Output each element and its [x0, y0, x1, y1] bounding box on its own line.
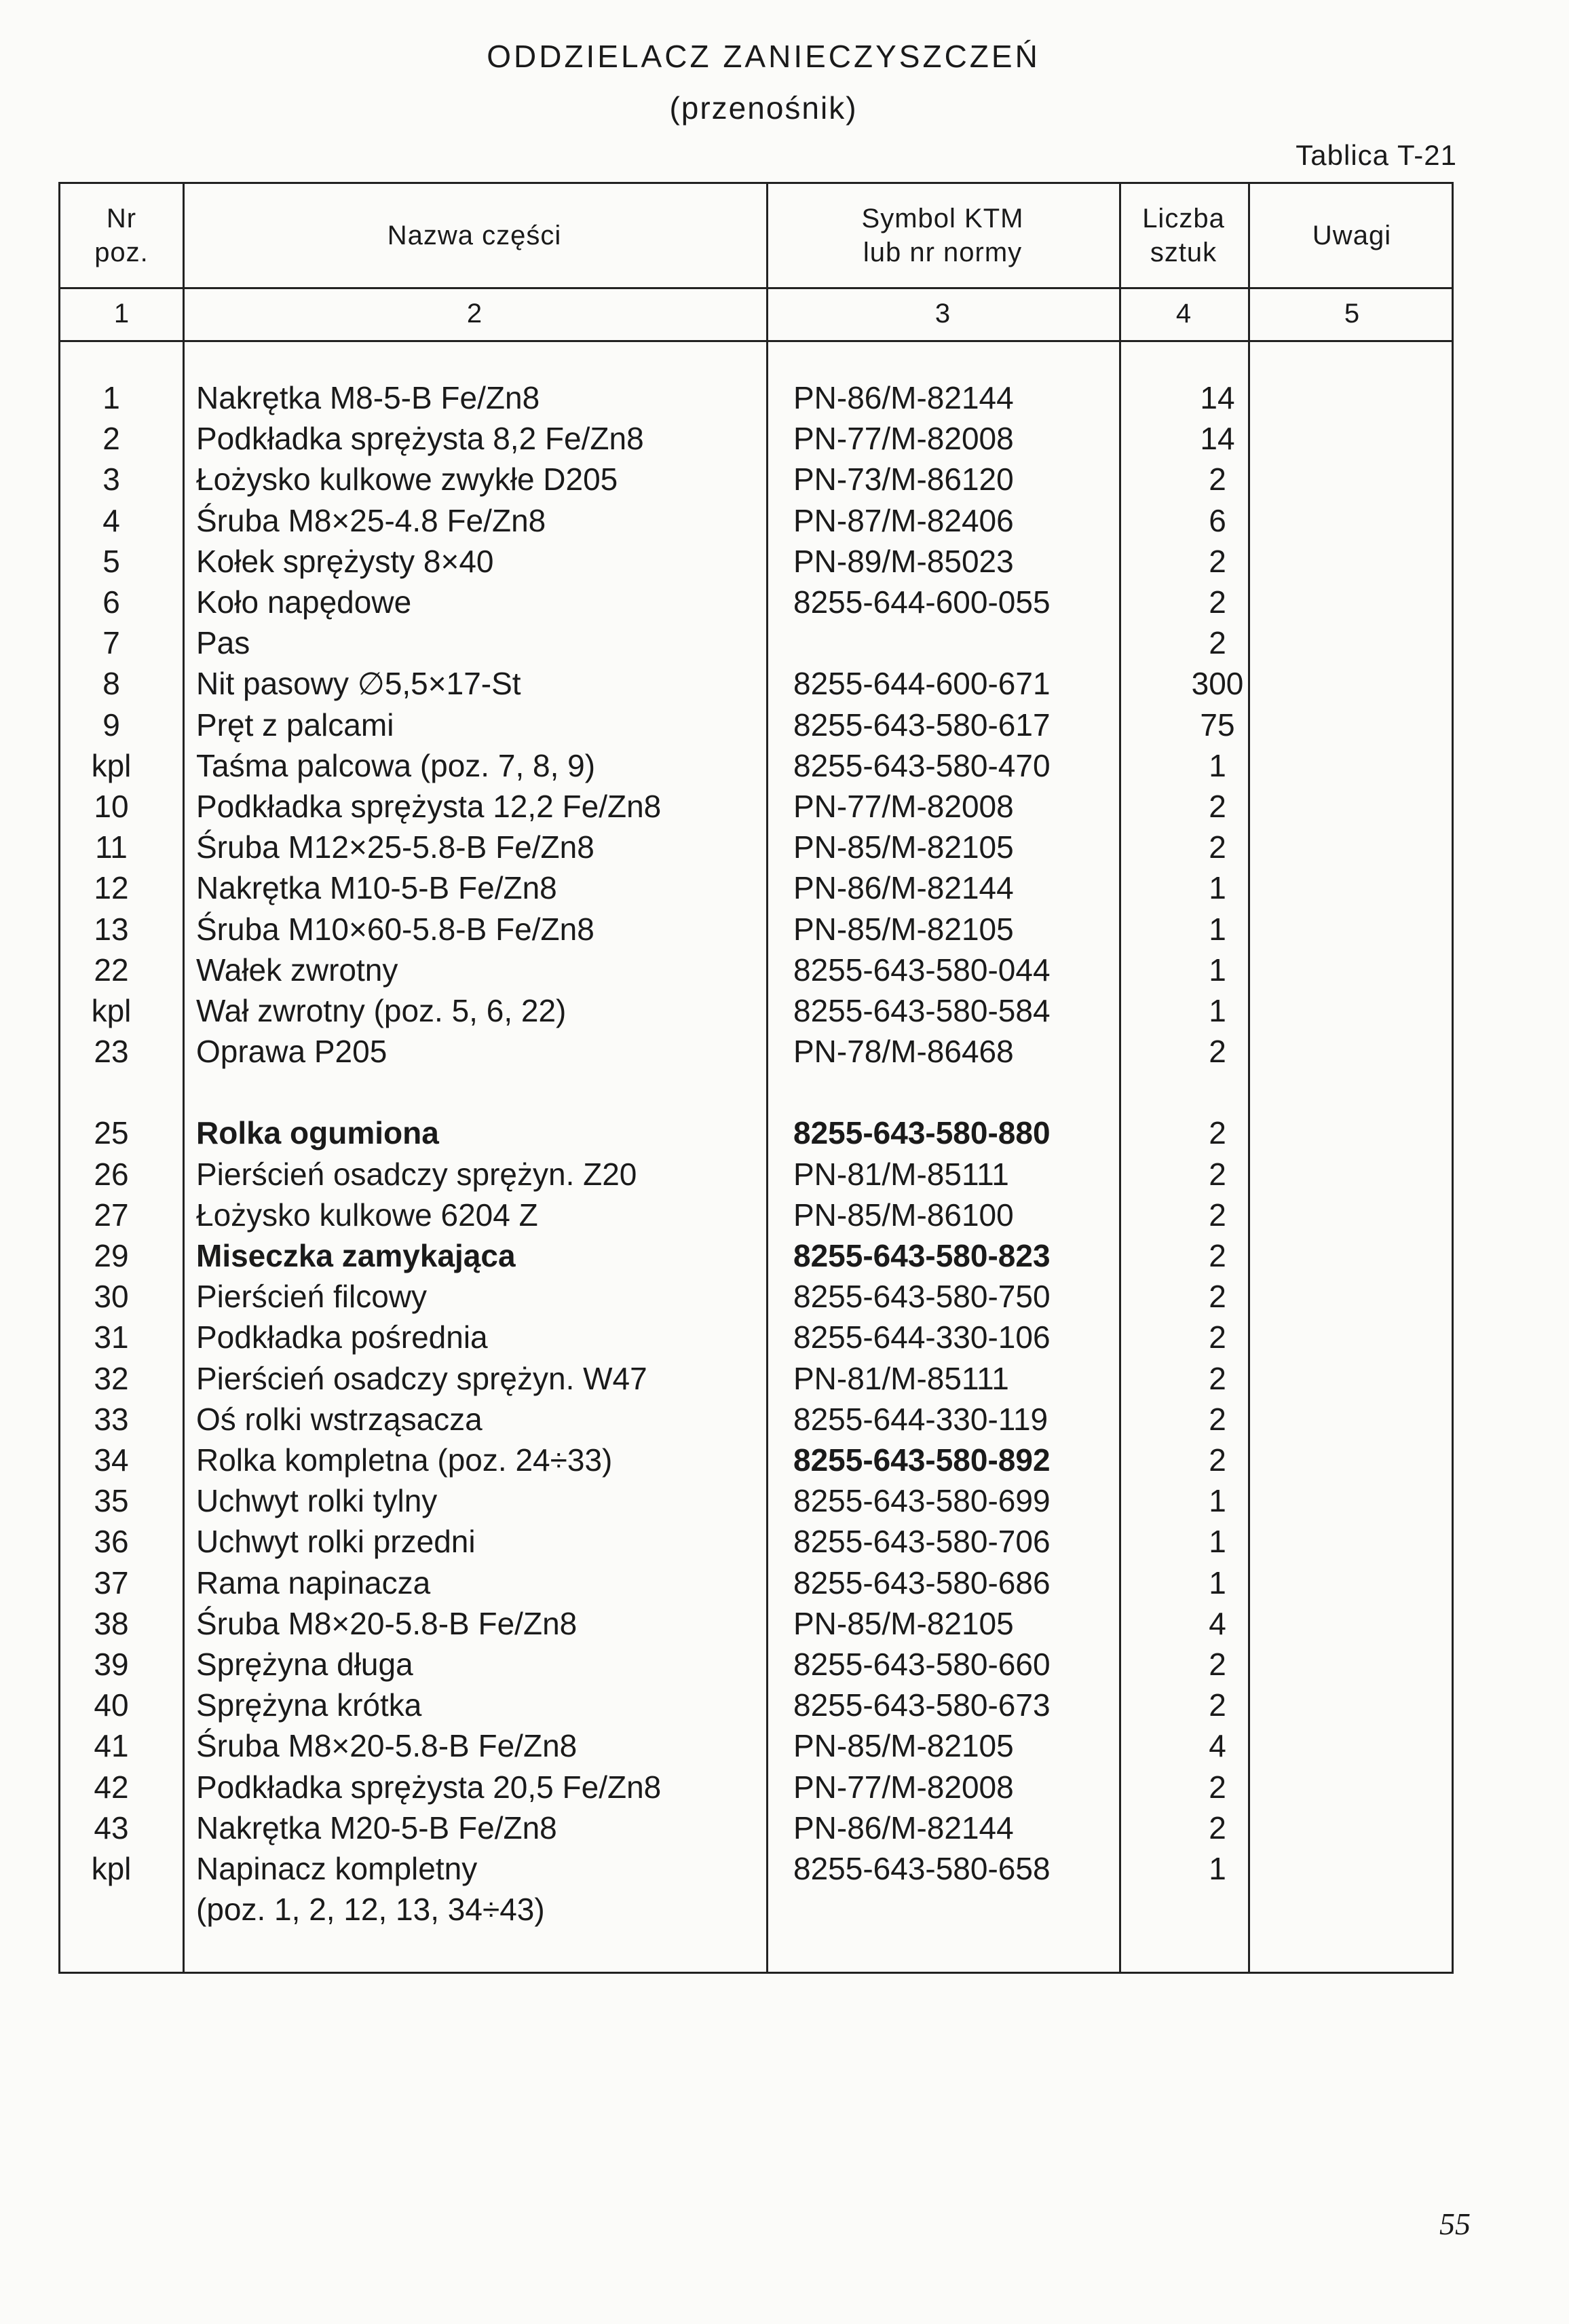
part-name: Taśma palcowa (poz. 7, 8, 9) — [196, 747, 596, 783]
part-symbol: 8255-643-580-584 — [793, 993, 1051, 1028]
part-quantity: 1 — [1209, 952, 1226, 988]
part-quantity: 2 — [1209, 1442, 1226, 1478]
table-row — [60, 1480, 1452, 1521]
table-row — [60, 786, 1452, 827]
part-name: Nakrętka M8-5-B Fe/Zn8 — [196, 380, 540, 415]
table-row — [60, 950, 1452, 990]
part-name: Nakrętka M10-5-B Fe/Zn8 — [196, 870, 557, 906]
part-quantity: 2 — [1209, 1115, 1226, 1151]
part-symbol: PN-81/M-85111 — [793, 1360, 1009, 1396]
table-row — [60, 1276, 1452, 1317]
part-quantity: 1 — [1209, 1524, 1226, 1560]
part-symbol: 8255-643-580-686 — [793, 1564, 1051, 1600]
part-symbol: PN-85/M-82105 — [793, 1728, 1014, 1764]
part-quantity: 2 — [1209, 625, 1226, 661]
part-symbol: 8255-643-580-823 — [793, 1238, 1051, 1273]
row-number: 8 — [102, 666, 120, 702]
row-number: 35 — [94, 1483, 129, 1519]
table-row — [60, 1521, 1452, 1562]
table-row — [60, 1112, 1452, 1153]
part-symbol: PN-85/M-82105 — [793, 1605, 1014, 1641]
table-row — [60, 1644, 1452, 1685]
part-name: Miseczka zamykająca — [196, 1238, 516, 1273]
column-number-2: 2 — [466, 298, 483, 329]
part-name: Nit pasowy ∅5,5×17-St — [196, 666, 521, 702]
part-name: Wał zwrotny (poz. 5, 6, 22) — [196, 993, 567, 1028]
part-name: Rolka kompletna (poz. 24÷33) — [196, 1442, 613, 1478]
part-symbol: 8255-643-580-880 — [793, 1115, 1051, 1151]
row-number: 32 — [94, 1360, 129, 1396]
part-name: Nakrętka M20-5-B Fe/Zn8 — [196, 1810, 557, 1845]
part-name: Podkładka pośrednia — [196, 1319, 488, 1355]
row-number: 23 — [94, 1034, 129, 1070]
row-number: 40 — [94, 1687, 129, 1723]
parts-table — [58, 182, 1454, 1974]
part-symbol: PN-73/M-86120 — [793, 462, 1014, 498]
table-row — [60, 1154, 1452, 1195]
table-row — [60, 1031, 1452, 1072]
row-number: 33 — [94, 1401, 129, 1437]
table-row — [60, 705, 1452, 745]
part-quantity: 75 — [1200, 707, 1235, 743]
part-quantity: 2 — [1209, 1647, 1226, 1682]
table-row — [60, 1440, 1452, 1480]
part-name: Sprężyna długa — [196, 1647, 413, 1682]
part-name: Kołek sprężysty 8×40 — [196, 543, 494, 579]
row-number: kpl — [91, 747, 132, 783]
table-row — [60, 1603, 1452, 1644]
part-symbol: PN-77/M-82008 — [793, 421, 1014, 457]
part-name: Śruba M8×25-4.8 Fe/Zn8 — [196, 502, 546, 538]
part-name: Podkładka sprężysta 20,5 Fe/Zn8 — [196, 1769, 662, 1805]
header-name: Nazwa części — [387, 221, 562, 250]
part-quantity: 6 — [1209, 502, 1226, 538]
part-symbol: PN-78/M-86468 — [793, 1034, 1014, 1070]
part-name: Podkładka sprężysta 8,2 Fe/Zn8 — [196, 421, 644, 457]
header-nr-line2: poz. — [94, 238, 149, 267]
document-title: ODDZIELACZ ZANIECZYSZCZEŃ — [487, 39, 1040, 74]
part-symbol: 8255-643-580-673 — [793, 1687, 1051, 1723]
row-number: 43 — [94, 1810, 129, 1845]
row-number: 11 — [95, 829, 128, 865]
part-quantity: 2 — [1209, 1197, 1226, 1233]
part-quantity: 1 — [1209, 911, 1226, 947]
table-row — [60, 909, 1452, 950]
part-quantity: 2 — [1209, 789, 1226, 824]
part-symbol: PN-86/M-82144 — [793, 870, 1014, 906]
part-symbol: PN-85/M-82105 — [793, 911, 1014, 947]
part-name: (poz. 1, 2, 12, 13, 34÷43) — [196, 1892, 545, 1928]
part-name: Śruba M8×20-5.8-B Fe/Zn8 — [196, 1605, 578, 1641]
table-row — [60, 541, 1452, 582]
part-symbol: 8255-643-580-044 — [793, 952, 1051, 988]
table-row — [60, 1562, 1452, 1603]
part-quantity: 2 — [1209, 462, 1226, 498]
row-number: 37 — [94, 1564, 129, 1600]
part-symbol: PN-87/M-82406 — [793, 502, 1014, 538]
row-number: 9 — [102, 707, 120, 743]
part-quantity: 4 — [1209, 1728, 1226, 1764]
part-name: Wałek zwrotny — [196, 952, 398, 988]
part-quantity: 2 — [1209, 1319, 1226, 1355]
row-number: 13 — [94, 911, 129, 947]
part-name: Śruba M10×60-5.8-B Fe/Zn8 — [196, 911, 594, 947]
part-symbol: PN-85/M-86100 — [793, 1197, 1014, 1233]
row-number: 1 — [102, 380, 120, 415]
part-symbol: 8255-644-330-106 — [793, 1319, 1051, 1355]
part-symbol: 8255-643-580-470 — [793, 747, 1051, 783]
part-quantity: 1 — [1209, 747, 1226, 783]
column-number-5: 5 — [1344, 298, 1360, 329]
part-name: Uchwyt rolki tylny — [196, 1483, 438, 1519]
table-row — [60, 500, 1452, 541]
row-number: 3 — [102, 462, 120, 498]
table-row — [60, 827, 1452, 867]
table-row — [60, 622, 1452, 663]
row-number: 31 — [94, 1319, 129, 1355]
part-name: Koło napędowe — [196, 584, 412, 620]
row-number: 10 — [94, 789, 129, 824]
row-number: 42 — [94, 1769, 129, 1805]
table-body — [60, 184, 1452, 1972]
table-row — [60, 1399, 1452, 1440]
row-number: kpl — [91, 993, 132, 1028]
table-row — [60, 1807, 1452, 1848]
part-quantity: 14 — [1200, 380, 1235, 415]
row-number: 22 — [94, 952, 129, 988]
part-quantity: 1 — [1209, 870, 1226, 906]
table-row — [60, 745, 1452, 786]
part-quantity: 1 — [1209, 1483, 1226, 1519]
part-name: Rama napinacza — [196, 1564, 431, 1600]
row-number — [60, 1889, 162, 1930]
part-quantity: 2 — [1209, 1156, 1226, 1192]
part-name: Śruba M8×20-5.8-B Fe/Zn8 — [196, 1728, 578, 1764]
row-number: 5 — [102, 543, 120, 579]
table-row — [60, 990, 1452, 1031]
part-quantity: 1 — [1209, 1851, 1226, 1886]
row-number: 7 — [102, 625, 120, 661]
part-name: Rolka ogumiona — [196, 1115, 439, 1151]
row-number: 2 — [102, 421, 120, 457]
part-quantity: 300 — [1191, 666, 1244, 702]
part-quantity — [1160, 1889, 1275, 1930]
row-number: 12 — [94, 870, 129, 906]
part-symbol: 8255-643-580-617 — [793, 707, 1051, 743]
row-number: 29 — [94, 1238, 129, 1273]
part-symbol: PN-85/M-82105 — [793, 829, 1014, 865]
part-name: Pas — [196, 625, 250, 661]
part-name: Oś rolki wstrząsacza — [196, 1401, 483, 1437]
table-row — [60, 1725, 1452, 1766]
part-symbol: 8255-643-580-699 — [793, 1483, 1051, 1519]
column-number-4: 4 — [1175, 298, 1192, 329]
document-subtitle: (przenośnik) — [669, 90, 858, 126]
row-number: kpl — [91, 1851, 132, 1886]
table-row — [60, 1195, 1452, 1235]
table-row — [60, 418, 1452, 459]
part-name: Łożysko kulkowe 6204 Z — [196, 1197, 538, 1233]
table-row — [60, 1235, 1452, 1276]
table-row — [60, 1358, 1452, 1399]
part-symbol: 8255-644-330-119 — [793, 1401, 1048, 1437]
part-name: Podkładka sprężysta 12,2 Fe/Zn8 — [196, 789, 662, 824]
table-row — [60, 1317, 1452, 1357]
table-row — [60, 459, 1452, 500]
column-number-3: 3 — [934, 298, 951, 329]
table-row — [60, 1889, 1452, 1930]
part-quantity: 2 — [1209, 1034, 1226, 1070]
part-name: Pierścień osadczy sprężyn. W47 — [196, 1360, 647, 1396]
table-id: Tablica T-21 — [1296, 139, 1457, 171]
column-number-1: 1 — [113, 298, 130, 329]
part-symbol: 8255-643-580-658 — [793, 1851, 1051, 1886]
part-quantity: 2 — [1209, 1769, 1226, 1805]
table-row — [60, 867, 1452, 908]
part-symbol: PN-81/M-85111 — [793, 1156, 1009, 1192]
part-quantity: 2 — [1209, 1279, 1226, 1315]
part-quantity: 2 — [1209, 829, 1226, 865]
table-row — [60, 1685, 1452, 1725]
part-quantity: 1 — [1209, 1564, 1226, 1600]
part-name: Pierścień filcowy — [196, 1279, 427, 1315]
page-number: 55 — [1439, 2207, 1471, 2241]
part-name: Napinacz kompletny — [196, 1851, 478, 1886]
row-number: 26 — [94, 1156, 129, 1192]
header-nr-line1: Nr — [106, 204, 137, 233]
table-row — [60, 1767, 1452, 1807]
row-number: 39 — [94, 1647, 129, 1682]
part-quantity: 2 — [1209, 543, 1226, 579]
part-symbol: 8255-643-580-706 — [793, 1524, 1051, 1560]
part-symbol: 8255-643-580-660 — [793, 1647, 1051, 1682]
table-row — [60, 377, 1452, 418]
part-symbol: PN-77/M-82008 — [793, 789, 1014, 824]
part-name: Pręt z palcami — [196, 707, 394, 743]
part-symbol: 8255-643-580-750 — [793, 1279, 1051, 1315]
row-number: 36 — [94, 1524, 129, 1560]
header-notes: Uwagi — [1312, 221, 1392, 250]
part-name: Pierścień osadczy sprężyn. Z20 — [196, 1156, 637, 1192]
part-name: Oprawa P205 — [196, 1034, 387, 1070]
row-number: 4 — [102, 502, 120, 538]
header-symbol-line2: lub nr normy — [863, 238, 1023, 267]
part-quantity: 14 — [1200, 421, 1235, 457]
part-symbol: PN-86/M-82144 — [793, 380, 1014, 415]
table-row — [60, 582, 1452, 622]
part-name: Sprężyna krótka — [196, 1687, 422, 1723]
table-row — [60, 663, 1452, 704]
part-quantity: 2 — [1209, 1401, 1226, 1437]
part-quantity: 2 — [1209, 1238, 1226, 1273]
row-number: 6 — [102, 584, 120, 620]
part-symbol: PN-77/M-82008 — [793, 1769, 1014, 1805]
header-symbol-line1: Symbol KTM — [861, 204, 1024, 233]
header-qty-line2: sztuk — [1150, 238, 1217, 267]
part-symbol: 8255-643-580-892 — [793, 1442, 1051, 1478]
part-symbol: 8255-644-600-671 — [793, 666, 1051, 702]
row-number: 34 — [94, 1442, 129, 1478]
part-symbol: 8255-644-600-055 — [793, 584, 1051, 620]
row-number: 30 — [94, 1279, 129, 1315]
row-number: 38 — [94, 1605, 129, 1641]
part-quantity: 2 — [1209, 1810, 1226, 1845]
row-number: 25 — [94, 1115, 129, 1151]
part-quantity: 2 — [1209, 1687, 1226, 1723]
part-quantity: 2 — [1209, 584, 1226, 620]
part-quantity: 2 — [1209, 1360, 1226, 1396]
part-symbol: PN-86/M-82144 — [793, 1810, 1014, 1845]
part-name: Uchwyt rolki przedni — [196, 1524, 476, 1560]
part-name: Łożysko kulkowe zwykłe D205 — [196, 462, 618, 498]
table-row — [60, 1848, 1452, 1889]
part-name: Śruba M12×25-5.8-B Fe/Zn8 — [196, 829, 594, 865]
row-number: 27 — [94, 1197, 129, 1233]
part-quantity: 1 — [1209, 993, 1226, 1028]
row-number: 41 — [94, 1728, 129, 1764]
part-quantity: 4 — [1209, 1605, 1226, 1641]
part-symbol: PN-89/M-85023 — [793, 543, 1014, 579]
header-qty-line1: Liczba — [1142, 204, 1225, 233]
